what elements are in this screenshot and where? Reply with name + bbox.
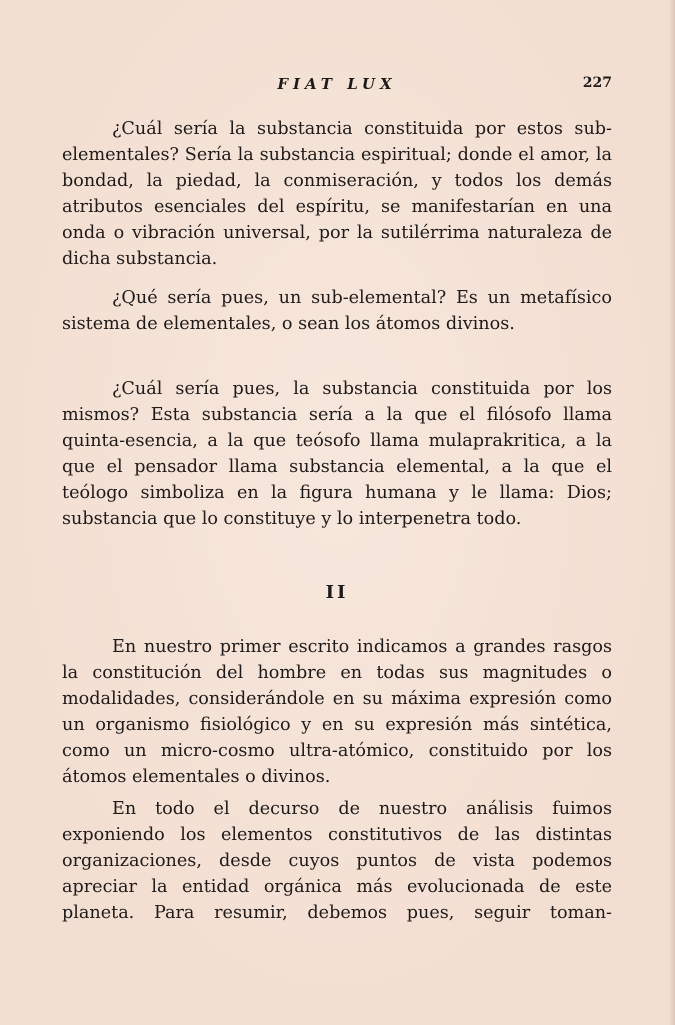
paragraph-text: ¿Cuál sería pues, la substancia constituida por los mismos? Esta substancia sería a la que el filósofo llama quinta-esencia, a la que teósofo llama mulaprakritica, a la que el pensador llama substancia elemental, a la que el teólogo simboliza en la figura humana y le llama: Dios; substancia que lo constituye y lo interpenetra todo. (62, 379, 612, 529)
page-edge-shadow (669, 0, 675, 1025)
paragraph-text: ¿Cuál sería la substancia constituida por estos sub-elementales? Sería la substancia espiritual; donde el amor, la bondad, la piedad, la conmiseración, y todos los demás atributos esenciales del espíritu, se manifestarían en una onda o vibración universal, por la sutilérrima naturaleza de dicha substancia. (62, 119, 612, 269)
paragraph-4 (62, 634, 612, 790)
paragraph-text: En todo el decurso de nuestro análisis fuimos exponiendo los elementos constitutivos de las distintas organizaciones, desde cuyos puntos de vista podemos apreciar la entidad orgánica más evolucionada de este planeta. Para resumir, debemos pues, seguir toman- (62, 799, 612, 923)
paragraph-5 (62, 796, 612, 926)
page-number: 227 (582, 75, 612, 91)
paragraph-3 (62, 376, 612, 532)
paragraph-1 (62, 116, 612, 272)
paragraph-2 (62, 285, 612, 337)
section-heading: II (325, 582, 349, 603)
running-head-title: FIAT LUX (277, 75, 397, 93)
running-head (62, 75, 612, 99)
paragraph-text: En nuestro primer escrito indicamos a grandes rasgos la constitución del hombre en todas sus magnitudes o modalidades, considerándole en su máxima expresión como un organismo fisiológico y en su expresión más sintética, como un micro-cosmo ultra-atómico, constituido por los átomos elementales o divinos. (62, 637, 612, 787)
paragraph-text: ¿Qué sería pues, un sub-elemental? Es un metafísico sistema de elementales, o sean los átomos divinos. (62, 288, 612, 334)
